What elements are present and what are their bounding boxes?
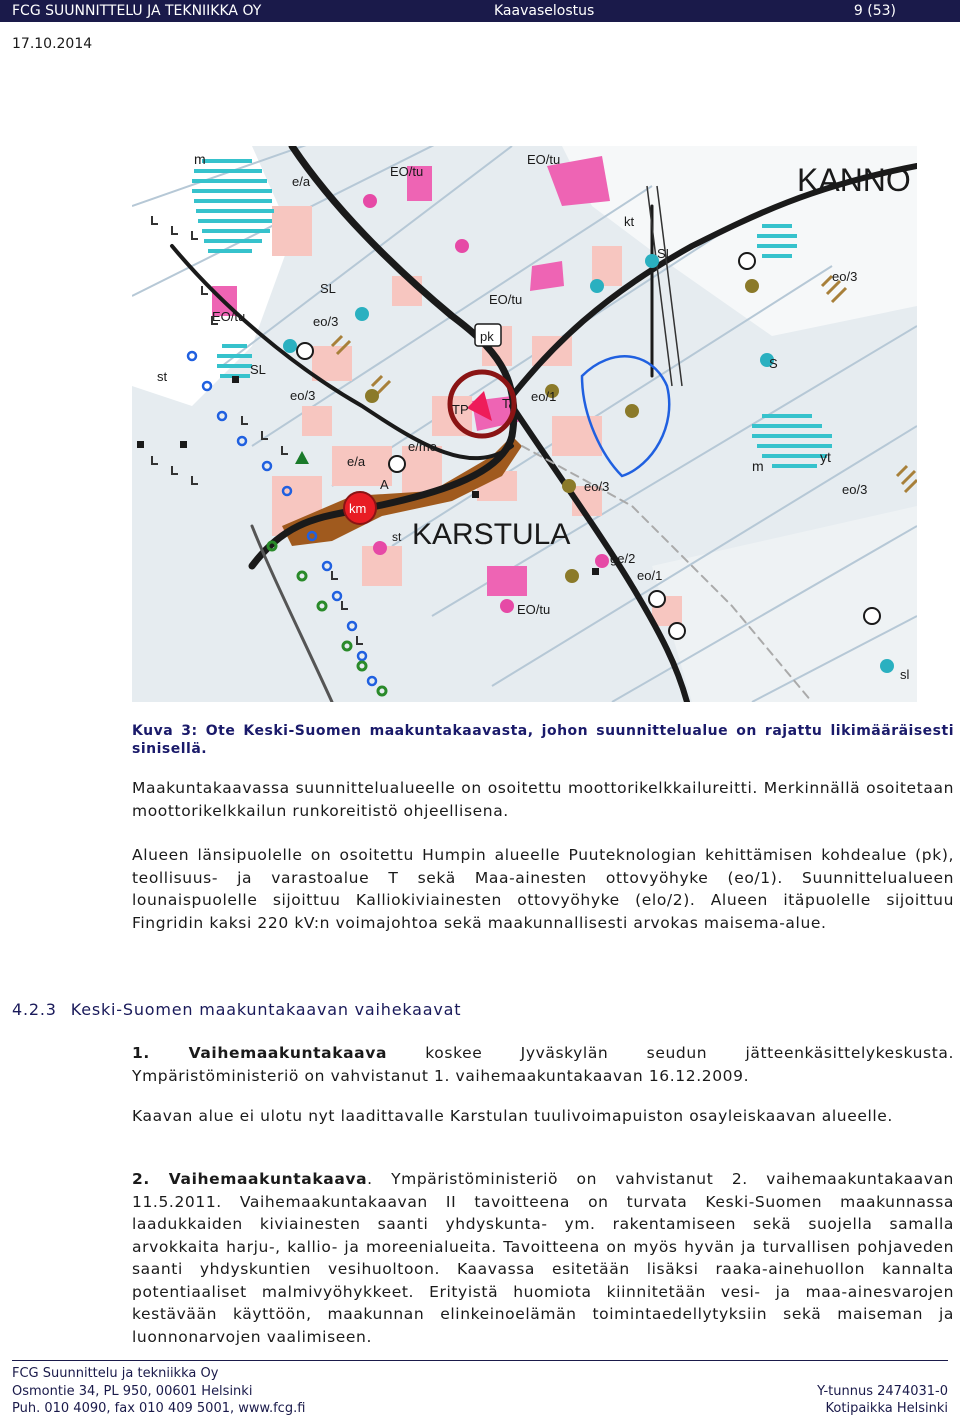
phase1-text: koskee Jyväskylän seudun jätteenkäsittelykeskusta. Ympäristöministeriö on vahvistanut 1. vaihemaakuntakaavan 16.12.2009. bbox=[132, 1044, 954, 1085]
map-label: eo/1 bbox=[531, 389, 557, 404]
map-label: yt bbox=[820, 449, 831, 465]
map-label: eo/3 bbox=[842, 482, 868, 497]
map-label: eo/1 bbox=[637, 568, 663, 583]
paragraph-phase2 bbox=[132, 1168, 954, 1348]
map-label: EO/tu bbox=[390, 164, 424, 179]
map-label: m bbox=[752, 458, 764, 474]
map-label: KANNO bbox=[797, 162, 911, 198]
map-label: st bbox=[157, 369, 168, 384]
map-label: kt bbox=[624, 214, 635, 229]
map-label: EO/tu bbox=[489, 292, 523, 307]
map-label: eo/3 bbox=[584, 479, 610, 494]
paragraph: Alueen länsipuolelle on osoitettu Humpin alueelle Puuteknologian kehittämisen kohdealue (pk), teollisuus- ja varastoalue T sekä Maa-ainesten ottovyöhyke (eo/1). Suunnittelualueen lounaispuolelle sijoittuu Kalliokiviainesten ottovyöhyke (elo/2). Alueen itäpuolelle sijoittuu Fingridin kaksi 220 kV:n voimajohtoa sekä maakunnallisesti arvokas maisema-alue. bbox=[132, 846, 954, 932]
map-label: SL bbox=[320, 281, 336, 296]
footer-business-id: Y-tunnus 2474031-0 bbox=[817, 1384, 948, 1399]
phase2-title: 2. Vaihemaakuntakaava bbox=[132, 1170, 368, 1188]
footer-contact: Puh. 010 4090, fax 010 409 5001, www.fcg.fi bbox=[12, 1401, 306, 1416]
map-label: e/mo bbox=[408, 439, 437, 454]
map-label: EO/tu bbox=[527, 152, 561, 167]
map-label: sl bbox=[900, 667, 910, 682]
map-label: st bbox=[392, 530, 402, 544]
header-date: 17.10.2014 bbox=[12, 36, 93, 52]
map-label: ge/2 bbox=[610, 551, 636, 566]
map-label: SL bbox=[250, 362, 266, 377]
header-company: FCG SUUNNITTELU JA TEKNIIKKA OY bbox=[12, 3, 262, 19]
footer-address: Osmontie 34, PL 950, 00601 Helsinki bbox=[12, 1384, 253, 1399]
map-label: KARSTULA bbox=[412, 518, 571, 551]
map-label: eo/3 bbox=[832, 269, 858, 284]
footer-domicile: Kotipaikka Helsinki bbox=[825, 1401, 948, 1416]
footer-company: FCG Suunnittelu ja tekniikka Oy bbox=[12, 1366, 219, 1381]
figure-caption: Kuva 3: Ote Keski-Suomen maakuntakaavasta, johon suunnittelualue on rajattu likimääräisesti sinisellä. bbox=[132, 723, 954, 757]
page-footer bbox=[0, 1360, 960, 1417]
phase1-title: 1. Vaihemaakuntakaava bbox=[132, 1044, 387, 1062]
map-label: m bbox=[194, 151, 206, 167]
map-label: e/a bbox=[292, 174, 311, 189]
paragraph: Kaavan alue ei ulotu nyt laadittavalle Karstulan tuulivoimapuiston osayleiskaavan alueelle. bbox=[132, 1107, 893, 1125]
map-label: eo/3 bbox=[313, 314, 339, 329]
section-number: 4.2.3 bbox=[12, 1000, 57, 1019]
map-svg bbox=[132, 146, 917, 702]
footer-divider bbox=[12, 1360, 948, 1361]
section-title: Keski-Suomen maakuntakaavan vaihekaavat bbox=[70, 1000, 462, 1019]
paragraph-phase1 bbox=[132, 1042, 954, 1087]
map-label: EO/tu bbox=[517, 602, 551, 617]
header-doc-type: Kaavaselostus bbox=[494, 3, 595, 19]
map-label: SL bbox=[657, 246, 673, 261]
map-label: pk bbox=[480, 329, 494, 344]
paragraph: Maakuntakaavassa suunnittelualueelle on osoitettu moottorikelkkailureitti. Merkinnällä osoitetaan moottorikelkkailun runkoreitistö ohjeellisena. bbox=[132, 779, 954, 820]
map-label: EO/tu bbox=[212, 309, 246, 324]
map-label: km bbox=[349, 501, 367, 516]
header-page-number: 9 (53) bbox=[853, 3, 896, 19]
map-excerpt bbox=[132, 146, 917, 702]
section-heading bbox=[12, 1000, 461, 1019]
map-label: eo/3 bbox=[290, 388, 316, 403]
map-label: T bbox=[502, 396, 510, 411]
page-header bbox=[0, 0, 960, 56]
phase2-text: . Ympäristöministeriö on vahvistanut 2. vaihemaakuntakaavan 11.5.2011. Vaihemaakuntakaavan II tavoitteena on turvata Keski-Suomen maakunnassa laadukkaiden kiviainesten saanti yhdyskunta- ym. rakentamiseen sekä suojella samalla arvokkaita harju-, kallio- ja moreenialueita. Tavoitteena on myös hyvän ja turvallisen pohjaveden saanti yhdyskuntien vesihuoltoon. Kaavassa esitetään lisäksi raaka-ainehuollon kannalta potentiaaliset malmivyöhykkeet. Erityistä huomiota kiinnitetään vesi- ja maa-ainesvarojen kestävään käyttöön, maakunnan elinkeinoelämän toimintaedellytyksiin sekä maiseman ja luonnonarvojen vaalimiseen. bbox=[132, 1170, 954, 1346]
map-label: A bbox=[380, 477, 389, 492]
map-label: e/a bbox=[347, 454, 366, 469]
map-label: TP bbox=[452, 402, 469, 417]
map-label: S bbox=[769, 356, 778, 371]
